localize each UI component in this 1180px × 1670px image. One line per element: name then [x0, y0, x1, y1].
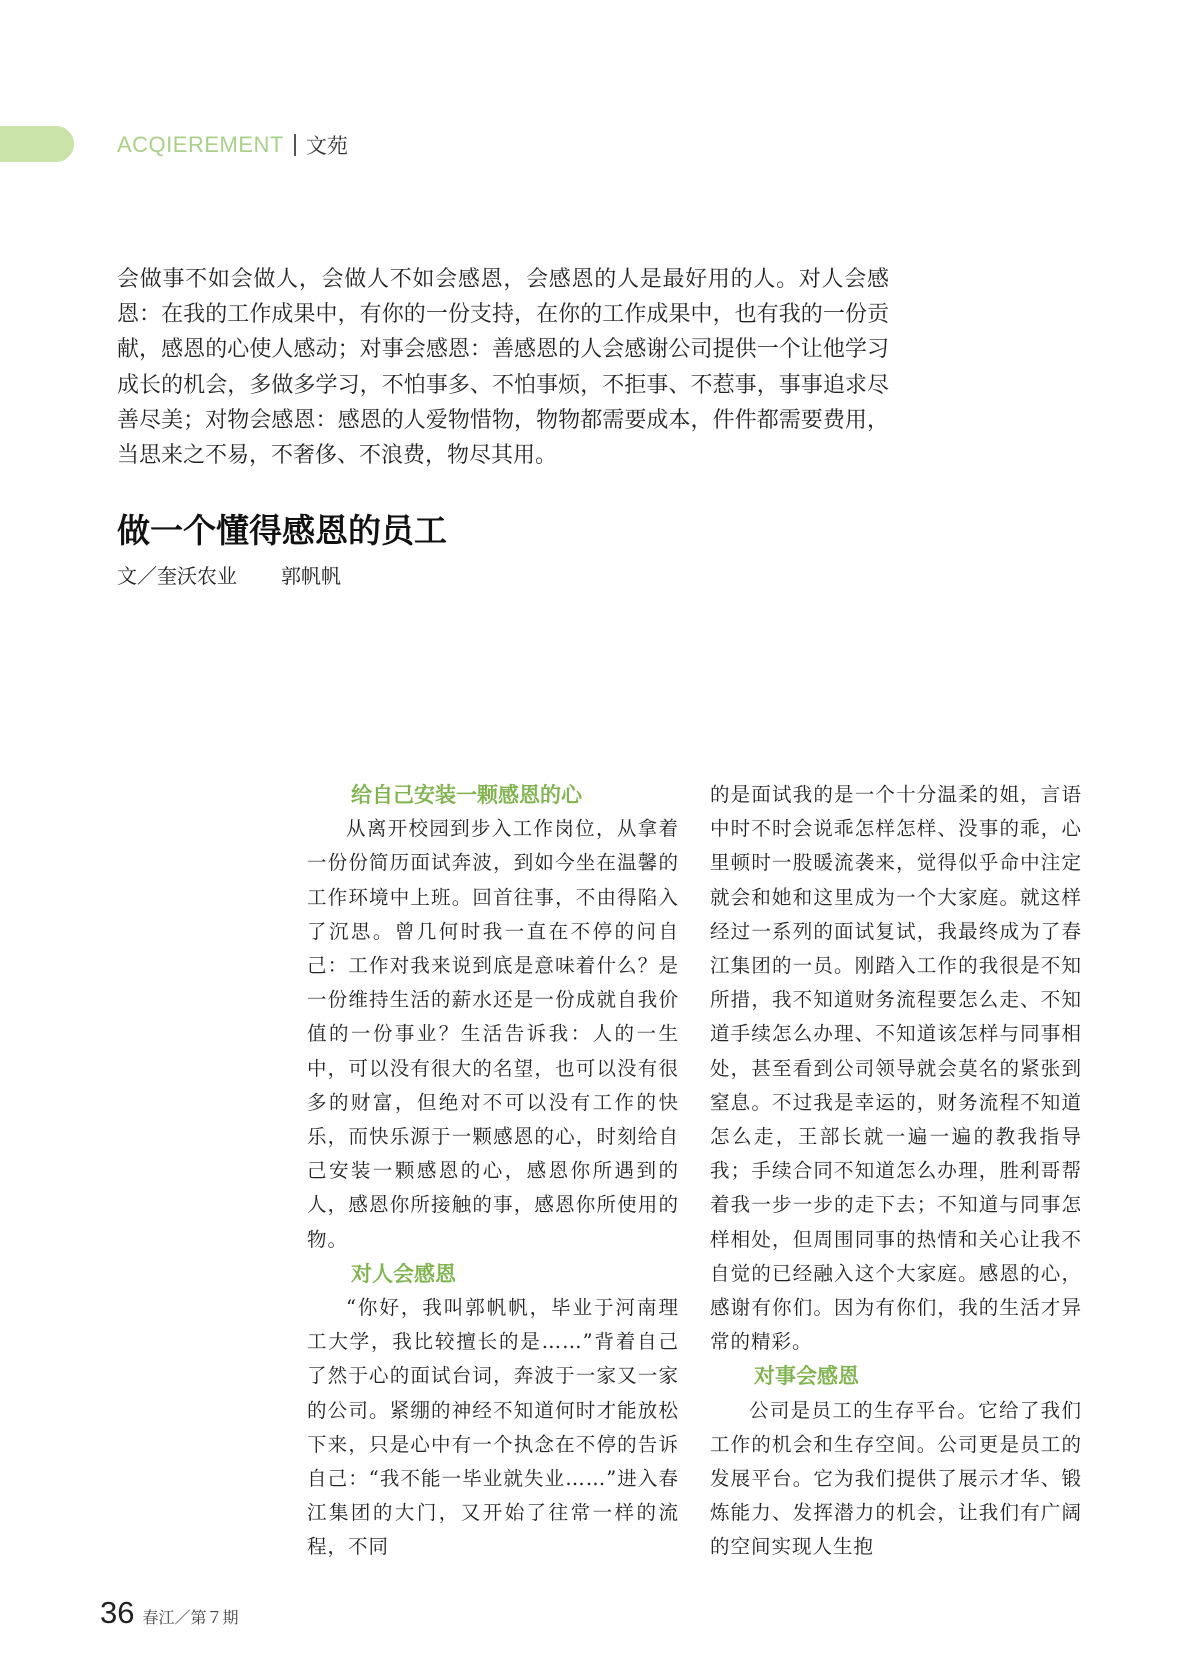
- article-byline: [117, 560, 341, 589]
- section-3-paragraph: 公司是员工的生存平台。它给了我们工作的机会和生存空间。公司更是员工的发展平台。它为我们提供了展示才华、锻炼能力、发挥潜力的机会，让我们有广阔的空间实现人生抱: [710, 1398, 1082, 1559]
- page-footer: [100, 1595, 239, 1631]
- header-divider: [294, 134, 296, 156]
- byline-prefix: 文／奎沃农业: [117, 564, 237, 588]
- intro-paragraph: 会做事不如会做人，会做人不如会感恩，会感恩的人是最好用的人。对人会感恩：在我的工作成果中，有你的一份支持，在你的工作成果中，也有我的一份贡献，感恩的心使人感动；对事会感恩：善感恩的人会感谢公司提供一个让他学习成长的机会，多做多学习，不怕事多、不怕事烦，不拒事、不惹事，事事追求尽善尽美；对物会感恩：感恩的人爱物惜物，物物都需要成本，件件都需要费用，当思来之不易，不奢侈、不浪费，物尽其用。: [117, 267, 889, 469]
- section-heading-gratitude-people: 对人会感恩: [351, 1261, 456, 1286]
- page-number: 36: [100, 1595, 135, 1630]
- section-2-paragraph-continued: 的是面试我的是一个十分温柔的姐，言语中时不时会说乖怎样怎样、没事的乖，心里顿时一股暖流袭来，觉得似乎命中注定就会和她和这里成为一个大家庭。就这样经过一系列的面试复试，我最终成为了春江集团的一员。刚踏入工作的我很是不知所措，我不知道财务流程要怎么走、不知道手续怎么办理、不知道该怎样与同事相处，甚至看到公司领导就会莫名的紧张到窒息。不过我是幸运的，财务流程不知道怎么走，王部长就一遍一遍的教我指导我；手续合同不知道怎么办理，胜利哥帮着我一步一步的走下去；不知道与同事怎样相处，但周围同事的热情和关心让我不自觉的已经融入这个大家庭。感恩的心，感谢有你们。因为有你们，我的生活才异常的精彩。: [710, 783, 1082, 1354]
- section-2-paragraph: “你好，我叫郭帆帆，毕业于河南理工大学，我比较擅长的是……”背着自己了然于心的面试台词，奔波于一家又一家的公司。紧绷的神经不知道何时才能放松下来，只是心中有一个执念在不停的告诉自己：“我不能一毕业就失业……”进入春江集团的大门，又开始了往常一样的流程，不同: [307, 1296, 679, 1559]
- section-1-paragraph: 从离开校园到步入工作岗位，从拿着一份份简历面试奔波，到如今坐在温馨的工作环境中上班。回首往事，不由得陷入了沉思。曾几何时我一直在不停的问自己：工作对我来说到底是意味着什么？是一份维持生活的薪水还是一份成就自我价值的一份事业？生活告诉我：人的一生中，可以没有很大的名望，也可以没有很多的财富，但绝对不可以没有工作的快乐，而快乐源于一颗感恩的心，时刻给自己安装一颗感恩的心，感恩你所遇到的人，感恩你所接触的事，感恩你所使用的物。: [307, 817, 679, 1251]
- article-column-right: [710, 778, 1082, 1565]
- section-title-chinese: 文苑: [305, 134, 348, 158]
- article-column-left: [307, 778, 679, 1565]
- section-tab-marker: [0, 126, 74, 162]
- article-title: 做一个懂得感恩的员工: [117, 511, 447, 550]
- section-title-english: ACQIEREMENT: [117, 132, 284, 157]
- magazine-issue: 春江／第７期: [142, 1608, 239, 1627]
- section-heading-gratitude-heart: 给自己安装一颗感恩的心: [351, 783, 582, 807]
- section-heading-gratitude-work: 对事会感恩: [754, 1364, 859, 1389]
- running-header: [117, 132, 348, 158]
- byline-author: 郭帆帆: [281, 564, 341, 588]
